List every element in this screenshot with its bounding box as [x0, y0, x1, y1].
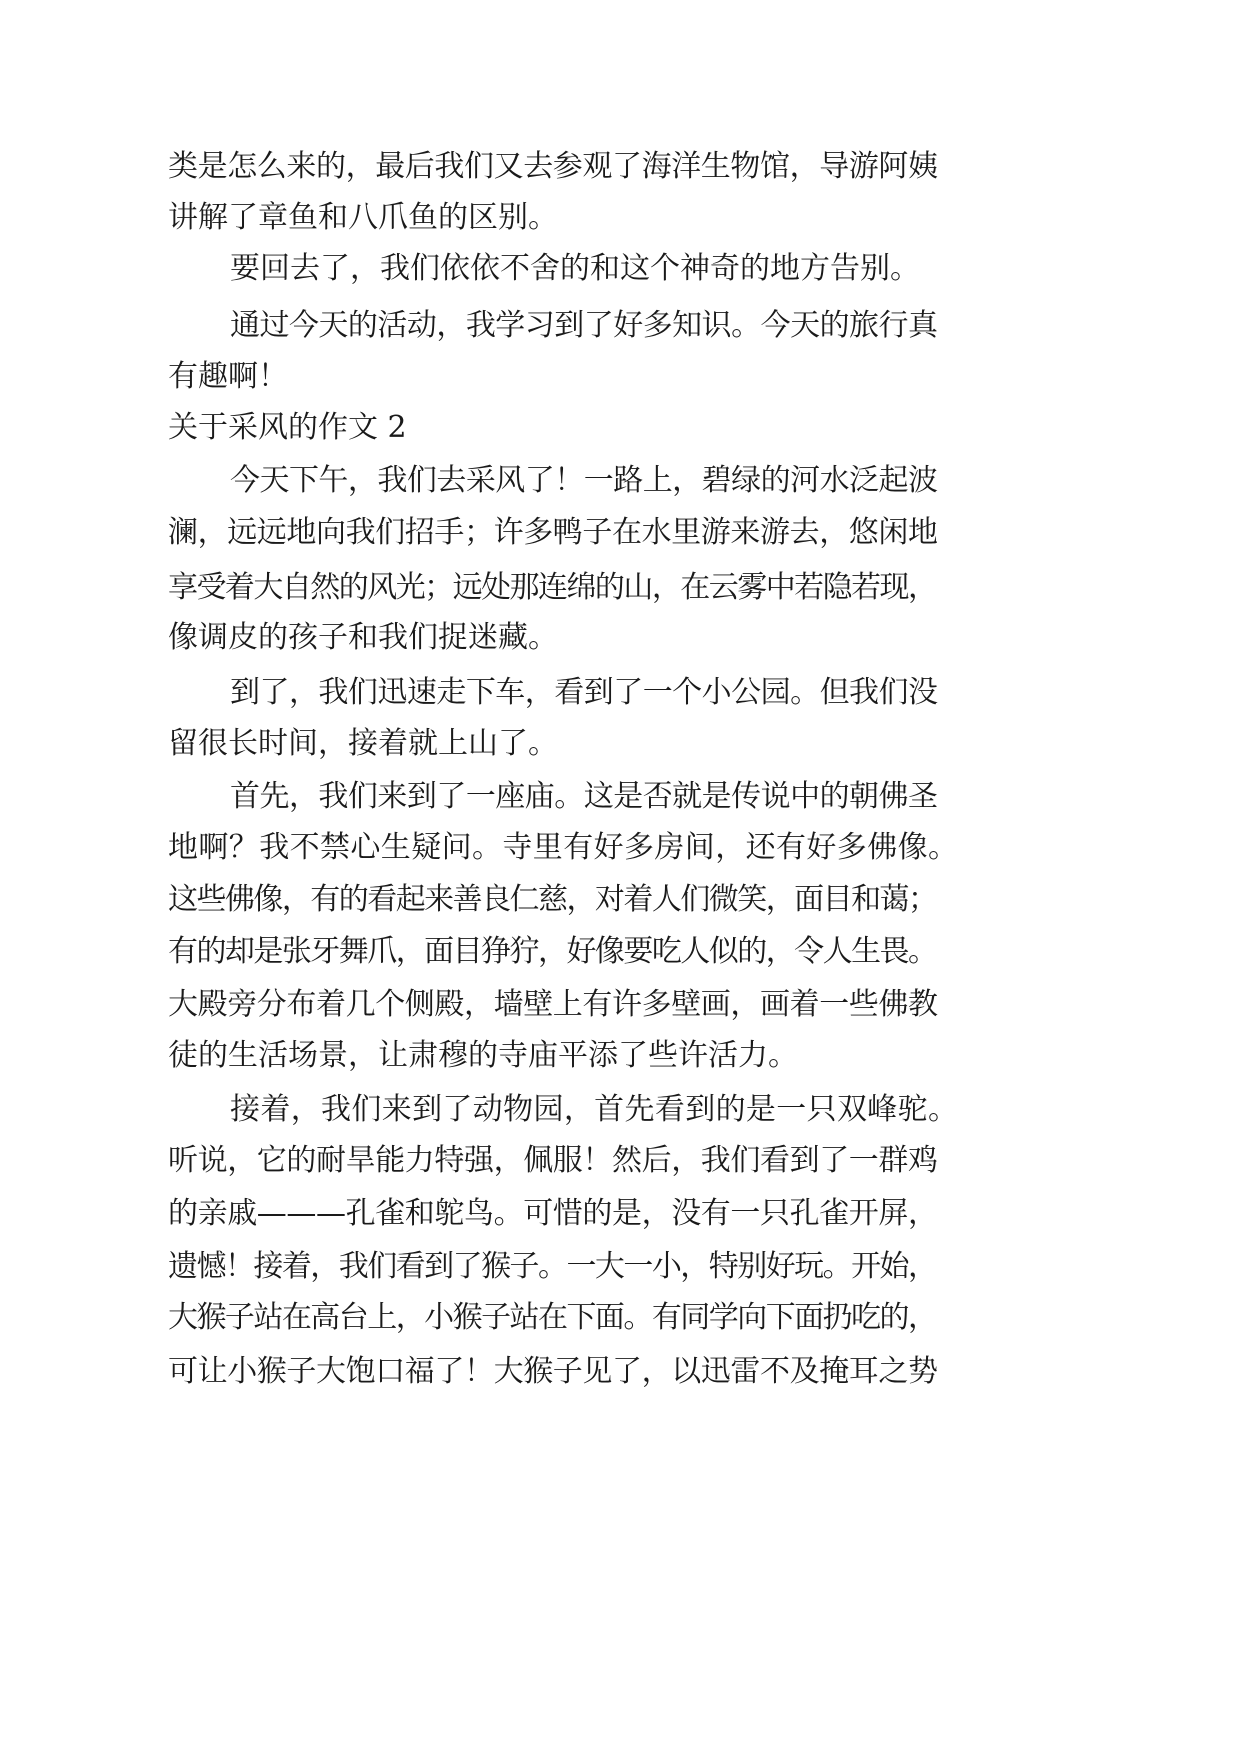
line-text: 的亲戚———孔雀和鸵鸟。可惜的是，没有一只孔雀开屏，	[168, 1196, 938, 1231]
line-text: 徒的生活场景，让肃穆的寺庙平添了些许活力。	[168, 1038, 798, 1073]
line-text: 听说，它的耐旱能力特强，佩服！然后，我们看到了一群鸡	[168, 1143, 938, 1178]
line-text: 今天下午，我们去采风了！一路上，碧绿的河水泛起波	[230, 463, 938, 498]
line-text: 到了，我们迅速走下车，看到了一个小公园。但我们没	[230, 675, 938, 710]
line-text: 首先，我们来到了一座庙。这是否就是传说中的朝佛圣	[230, 779, 938, 814]
text-line	[0, 724, 1241, 764]
section-heading	[0, 408, 1241, 448]
text-line	[0, 1090, 1241, 1130]
line-text: 澜，远远地向我们招手；许多鸭子在水里游来游去，悠闲地	[168, 515, 938, 550]
text-line	[0, 880, 1241, 920]
line-text: 这些佛像，有的看起来善良仁慈，对着人们微笑，面目和蔼；	[168, 882, 937, 917]
text-line	[0, 673, 1241, 713]
text-line	[0, 249, 1241, 289]
line-text: 有趣啊！	[168, 359, 288, 394]
text-line	[0, 828, 1241, 868]
line-text: 通过今天的活动，我学习到了好多知识。今天的旅行真	[230, 308, 938, 343]
text-line	[0, 357, 1241, 397]
line-text: 遗憾！接着，我们看到了猴子。一大一小，特别好玩。开始，	[168, 1249, 937, 1284]
line-text: 类是怎么来的，最后我们又去参观了海洋生物馆，导游阿姨	[168, 149, 938, 184]
line-text: 留很长时间，接着就上山了。	[168, 726, 558, 761]
text-line	[0, 985, 1241, 1025]
line-text: 大猴子站在高台上，小猴子站在下面。有同学向下面扔吃的，	[168, 1300, 937, 1335]
text-line	[0, 1352, 1241, 1392]
text-line	[0, 306, 1241, 346]
text-line	[0, 198, 1241, 238]
text-line	[0, 461, 1241, 501]
text-line	[0, 1247, 1241, 1287]
text-line	[0, 932, 1241, 972]
line-text: 地啊？我不禁心生疑问。寺里有好多房间，还有好多佛像。	[168, 830, 959, 865]
line-text: 有的却是张牙舞爪，面目狰狞，好像要吃人似的，令人生畏。	[168, 934, 937, 969]
text-line	[0, 513, 1241, 553]
line-text: 大殿旁分布着几个侧殿，墙壁上有许多壁画，画着一些佛教	[168, 987, 938, 1022]
line-text: 讲解了章鱼和八爪鱼的区别。	[168, 200, 558, 235]
line-text: 接着，我们来到了动物园，首先看到的是一只双峰驼。	[230, 1092, 959, 1127]
heading-text: 关于采风的作文 2	[168, 410, 407, 445]
text-line	[0, 1298, 1241, 1338]
line-text: 要回去了，我们依依不舍的和这个神奇的地方告别。	[230, 251, 920, 286]
text-line	[0, 1141, 1241, 1181]
text-line	[0, 777, 1241, 817]
line-text: 像调皮的孩子和我们捉迷藏。	[168, 620, 558, 655]
text-line	[0, 1194, 1241, 1234]
text-line	[0, 568, 1241, 608]
line-text: 享受着大自然的风光；远处那连绵的山，在云雾中若隐若现，	[168, 570, 937, 605]
text-line	[0, 147, 1241, 187]
text-line	[0, 1036, 1241, 1076]
text-line	[0, 618, 1241, 658]
line-text: 可让小猴子大饱口福了！大猴子见了，以迅雷不及掩耳之势	[168, 1354, 938, 1389]
